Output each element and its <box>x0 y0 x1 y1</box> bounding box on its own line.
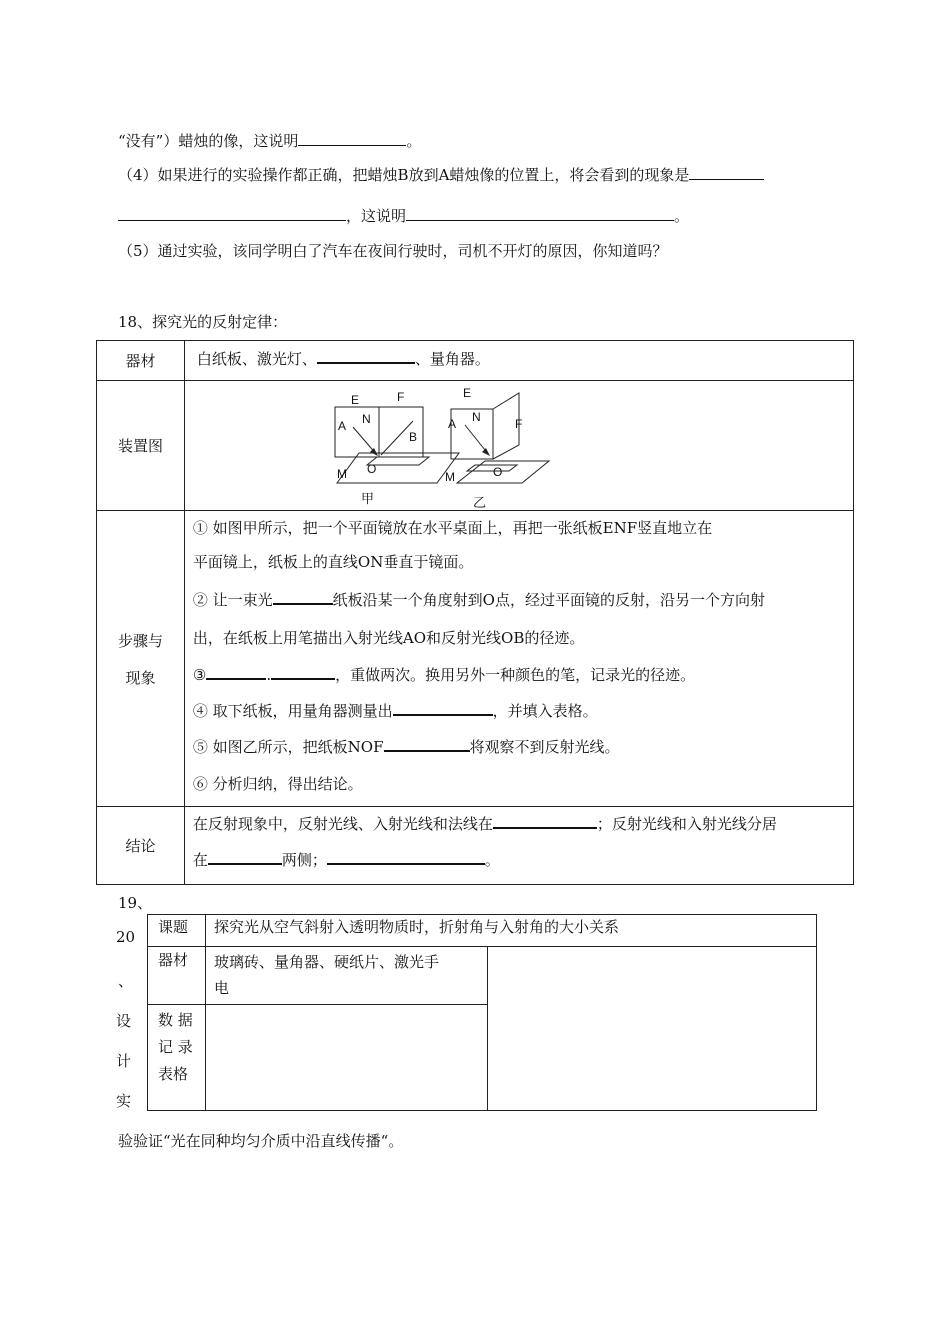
answer-blank[interactable] <box>298 131 406 146</box>
answer-blank[interactable] <box>406 206 674 221</box>
label-A: A <box>337 419 346 433</box>
equip-label: 器材 <box>148 947 206 1005</box>
step-3 <box>193 664 695 685</box>
q18-title: 18、探究光的反射定律： <box>118 313 288 331</box>
data-label-3: 表格 <box>158 1065 189 1083</box>
step-3-pre: ③ <box>192 666 207 684</box>
figure-cell <box>184 381 853 511</box>
step-2b: 出，在纸板上用笔描出入射光线AO和反射光线OB的径迹。 <box>192 629 585 647</box>
step-3-sep: . <box>266 666 272 684</box>
arrowhead <box>370 448 378 456</box>
step-2a <box>193 589 765 610</box>
q17-line3-mid: ，这说明 <box>346 207 407 225</box>
row-equipment <box>97 341 854 381</box>
topic-label: 课题 <box>148 915 206 947</box>
step-4-pre: ④ 取下纸板，用量角器测量出 <box>192 702 393 720</box>
equip-text-1: 玻璃砖、量角器、硬纸片、激光手 <box>213 953 439 971</box>
answer-blank[interactable] <box>271 664 335 680</box>
equipment-label: 器材 <box>97 341 185 381</box>
label-F: F <box>396 390 405 404</box>
vertical-char-1: 20 <box>116 928 136 946</box>
step-5-post: 将观察不到反射光线。 <box>469 738 620 756</box>
equipment-cell <box>184 341 853 381</box>
mirror-plane-2 <box>457 461 549 483</box>
answer-blank[interactable] <box>493 813 597 829</box>
answer-blank[interactable] <box>273 589 333 605</box>
row-topic <box>148 915 817 947</box>
vertical-char-2: 、 <box>118 972 134 990</box>
answer-blank[interactable] <box>317 348 415 364</box>
conclusion-2-post: 。 <box>484 851 500 869</box>
steps-cell <box>184 511 853 807</box>
answer-blank[interactable] <box>393 700 493 716</box>
row-equipment <box>148 947 817 1005</box>
q17-line3 <box>118 205 689 226</box>
conclusion-cell <box>184 807 853 885</box>
conclusion-1-post: ；反射光线和入射光线分居 <box>596 815 777 833</box>
step-1b: 平面镜上，纸板上的直线ON垂直于镜面。 <box>192 553 474 571</box>
step-2a-post: 纸板沿某一个角度射到O点，经过平面镜的反射，沿另一个方向射 <box>332 591 765 609</box>
vertical-char-3: 设 <box>116 1012 132 1030</box>
step-5 <box>193 736 620 757</box>
step-4 <box>193 700 598 721</box>
vertical-char-4: 计 <box>116 1052 132 1070</box>
equipment-post: 、量角器。 <box>414 350 490 368</box>
steps-label-2: 现象 <box>125 668 156 687</box>
topic-text: 探究光从空气斜射入透明物质时，折射角与入射角的大小关系 <box>205 915 816 947</box>
conclusion-label: 结论 <box>97 807 185 885</box>
q17-line3-post: 。 <box>674 207 690 225</box>
caption-jia: 甲 <box>360 492 374 507</box>
step-5-pre: ⑤ 如图乙所示，把纸板NOF <box>192 738 384 756</box>
q17-line1 <box>118 130 421 151</box>
q17-line1-post: 。 <box>406 132 422 150</box>
conclusion-2-mid: 两侧； <box>281 851 327 869</box>
q17-line4: （5）通过实验，该同学明白了汽车在夜间行驶时，司机不开灯的原因，你知道吗？ <box>118 242 668 260</box>
step-6: ⑥ 分析归纳，得出结论。 <box>192 775 363 793</box>
blank-area[interactable] <box>487 947 816 1111</box>
step-1a: ① 如图甲所示，把一个平面镜放在水平桌面上，再把一张纸板ENF竖直地立在 <box>192 519 713 537</box>
data-record-area[interactable] <box>205 1005 487 1111</box>
steps-label <box>97 511 185 807</box>
equip-text-2: 电 <box>213 979 229 997</box>
answer-blank[interactable] <box>208 849 282 865</box>
label-O: O <box>366 462 377 476</box>
data-label-2: 记 录 <box>158 1038 193 1056</box>
q19-design-table <box>147 914 817 1111</box>
equip-text <box>205 947 487 1005</box>
reflection-apparatus-diagram <box>317 383 567 509</box>
data-label-1: 数 据 <box>158 1011 193 1029</box>
conclusion-2 <box>193 849 500 870</box>
caption-yi: 乙 <box>472 496 486 509</box>
arrowhead-2 <box>482 448 490 456</box>
label-N2: N <box>471 410 481 424</box>
conclusion-2-pre: 在 <box>192 851 208 869</box>
mirror-2 <box>467 465 517 471</box>
conclusion-1-pre: 在反射现象中，反射光线、入射光线和法线在 <box>192 815 493 833</box>
label-E2: E <box>462 386 471 400</box>
label-O2: O <box>492 465 503 479</box>
step-3-post: ，重做两次。换用另外一种颜色的笔，记录光的径迹。 <box>335 666 696 684</box>
label-A2: A <box>447 417 456 431</box>
data-label <box>148 1005 206 1111</box>
q18-table <box>96 340 854 885</box>
answer-blank[interactable] <box>327 849 485 865</box>
equipment-pre: 白纸板、激光灯、 <box>196 350 317 368</box>
label-M: M <box>336 467 347 481</box>
q17-line2 <box>118 164 764 185</box>
steps-label-1: 步骤与 <box>117 631 163 650</box>
row-conclusion <box>97 807 854 885</box>
answer-blank[interactable] <box>118 206 346 221</box>
conclusion-1 <box>193 813 777 834</box>
q17-line1-pre: “没有”）蜡烛的像，这说明 <box>118 132 299 150</box>
q20-tail-text: 验验证“光在同种均匀介质中沿直线传播“。 <box>118 1132 404 1150</box>
answer-blank[interactable] <box>384 736 470 752</box>
label-F2: F <box>514 417 523 431</box>
step-2a-pre: ② 让一束光 <box>192 591 273 609</box>
q17-line2-pre: （4）如果进行的实验操作都正确，把蜡烛B放到A蜡烛像的位置上，将会看到的现象是 <box>118 166 690 184</box>
label-E: E <box>350 393 359 407</box>
answer-blank[interactable] <box>206 664 266 680</box>
label-M2: M <box>444 470 455 484</box>
row-steps <box>97 511 854 807</box>
q19-number: 19、 <box>118 894 153 912</box>
label-B: B <box>408 430 417 444</box>
step-4-post: ，并填入表格。 <box>492 702 598 720</box>
answer-blank[interactable] <box>689 165 764 180</box>
vertical-char-5: 实 <box>116 1092 132 1110</box>
row-figure <box>97 381 854 511</box>
label-N: N <box>361 412 371 426</box>
figure-label: 装置图 <box>97 381 185 511</box>
